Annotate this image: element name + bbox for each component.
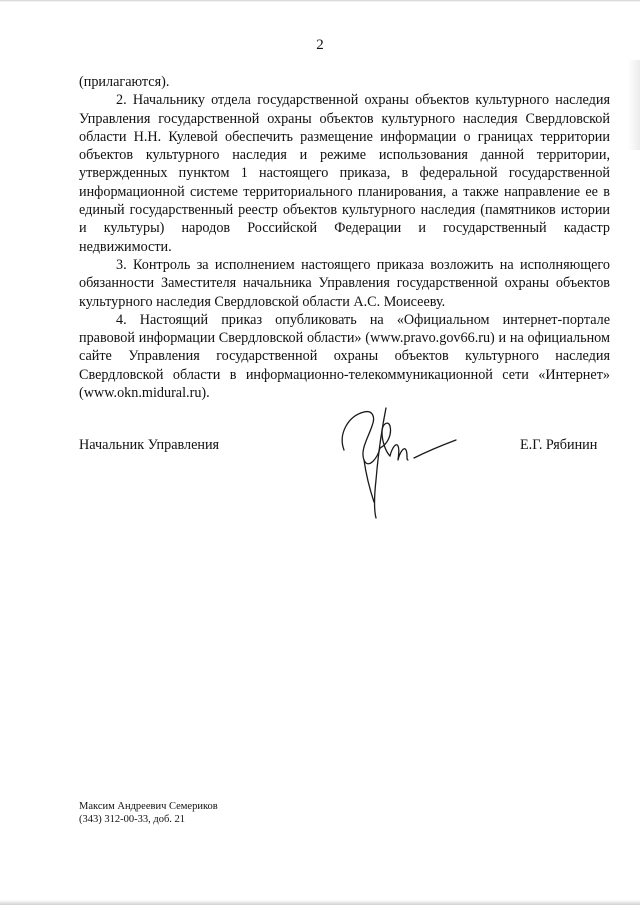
signer-name: Е.Г. Рябинин [520, 437, 598, 453]
paragraph-continuation: (прилагаются). [79, 74, 170, 90]
scan-edge-bottom [0, 900, 640, 905]
executor-name: Максим Андреевич Семериков [79, 801, 218, 812]
paragraph-item-3: 3. Контроль за исполнением настоящего приказа возложить на исполняющего обязанности Заместителя начальника Управления государственной охраны объектов культурного наследия Свердловской области А.С. Моисееву. [79, 256, 610, 310]
executor-block [79, 800, 218, 826]
paragraph-item-2: 2. Начальнику отдела государственной охраны объектов культурного наследия Управления государственной охраны объектов культурного наследия Свердловской области Н.Н. Кулевой обеспечить размещение информации о границах территории объектов культурного наследия и режиме использования данной территории, утвержденных пунктом 1 настоящего приказа, в федеральной государственной информационной системе территориального планирования, а также направление ее в единый государственный реестр объектов культурного наследия (памятников истории и культуры) народов Российской Федерации и государственный кадастр недвижимости. [79, 92, 610, 255]
scan-edge-top [0, 0, 640, 2]
page-number: 2 [316, 37, 324, 53]
executor-phone: (343) 312-00-33, доб. 21 [79, 814, 186, 825]
document-body [79, 73, 610, 402]
signer-position: Начальник Управления [79, 437, 220, 453]
scan-shadow-right [628, 60, 640, 150]
paragraph-item-4: 4. Настоящий приказ опубликовать на «Официальном интернет-портале правовой информации Свердловской области» (www.pravo.gov66.ru) и на официальном сайте Управления государственной охраны объектов культурного наследия Свердловской области в информационно-телекоммуникационной сети «Интернет» (www.okn.midural.ru). [79, 311, 610, 402]
handwritten-signature [330, 398, 470, 523]
